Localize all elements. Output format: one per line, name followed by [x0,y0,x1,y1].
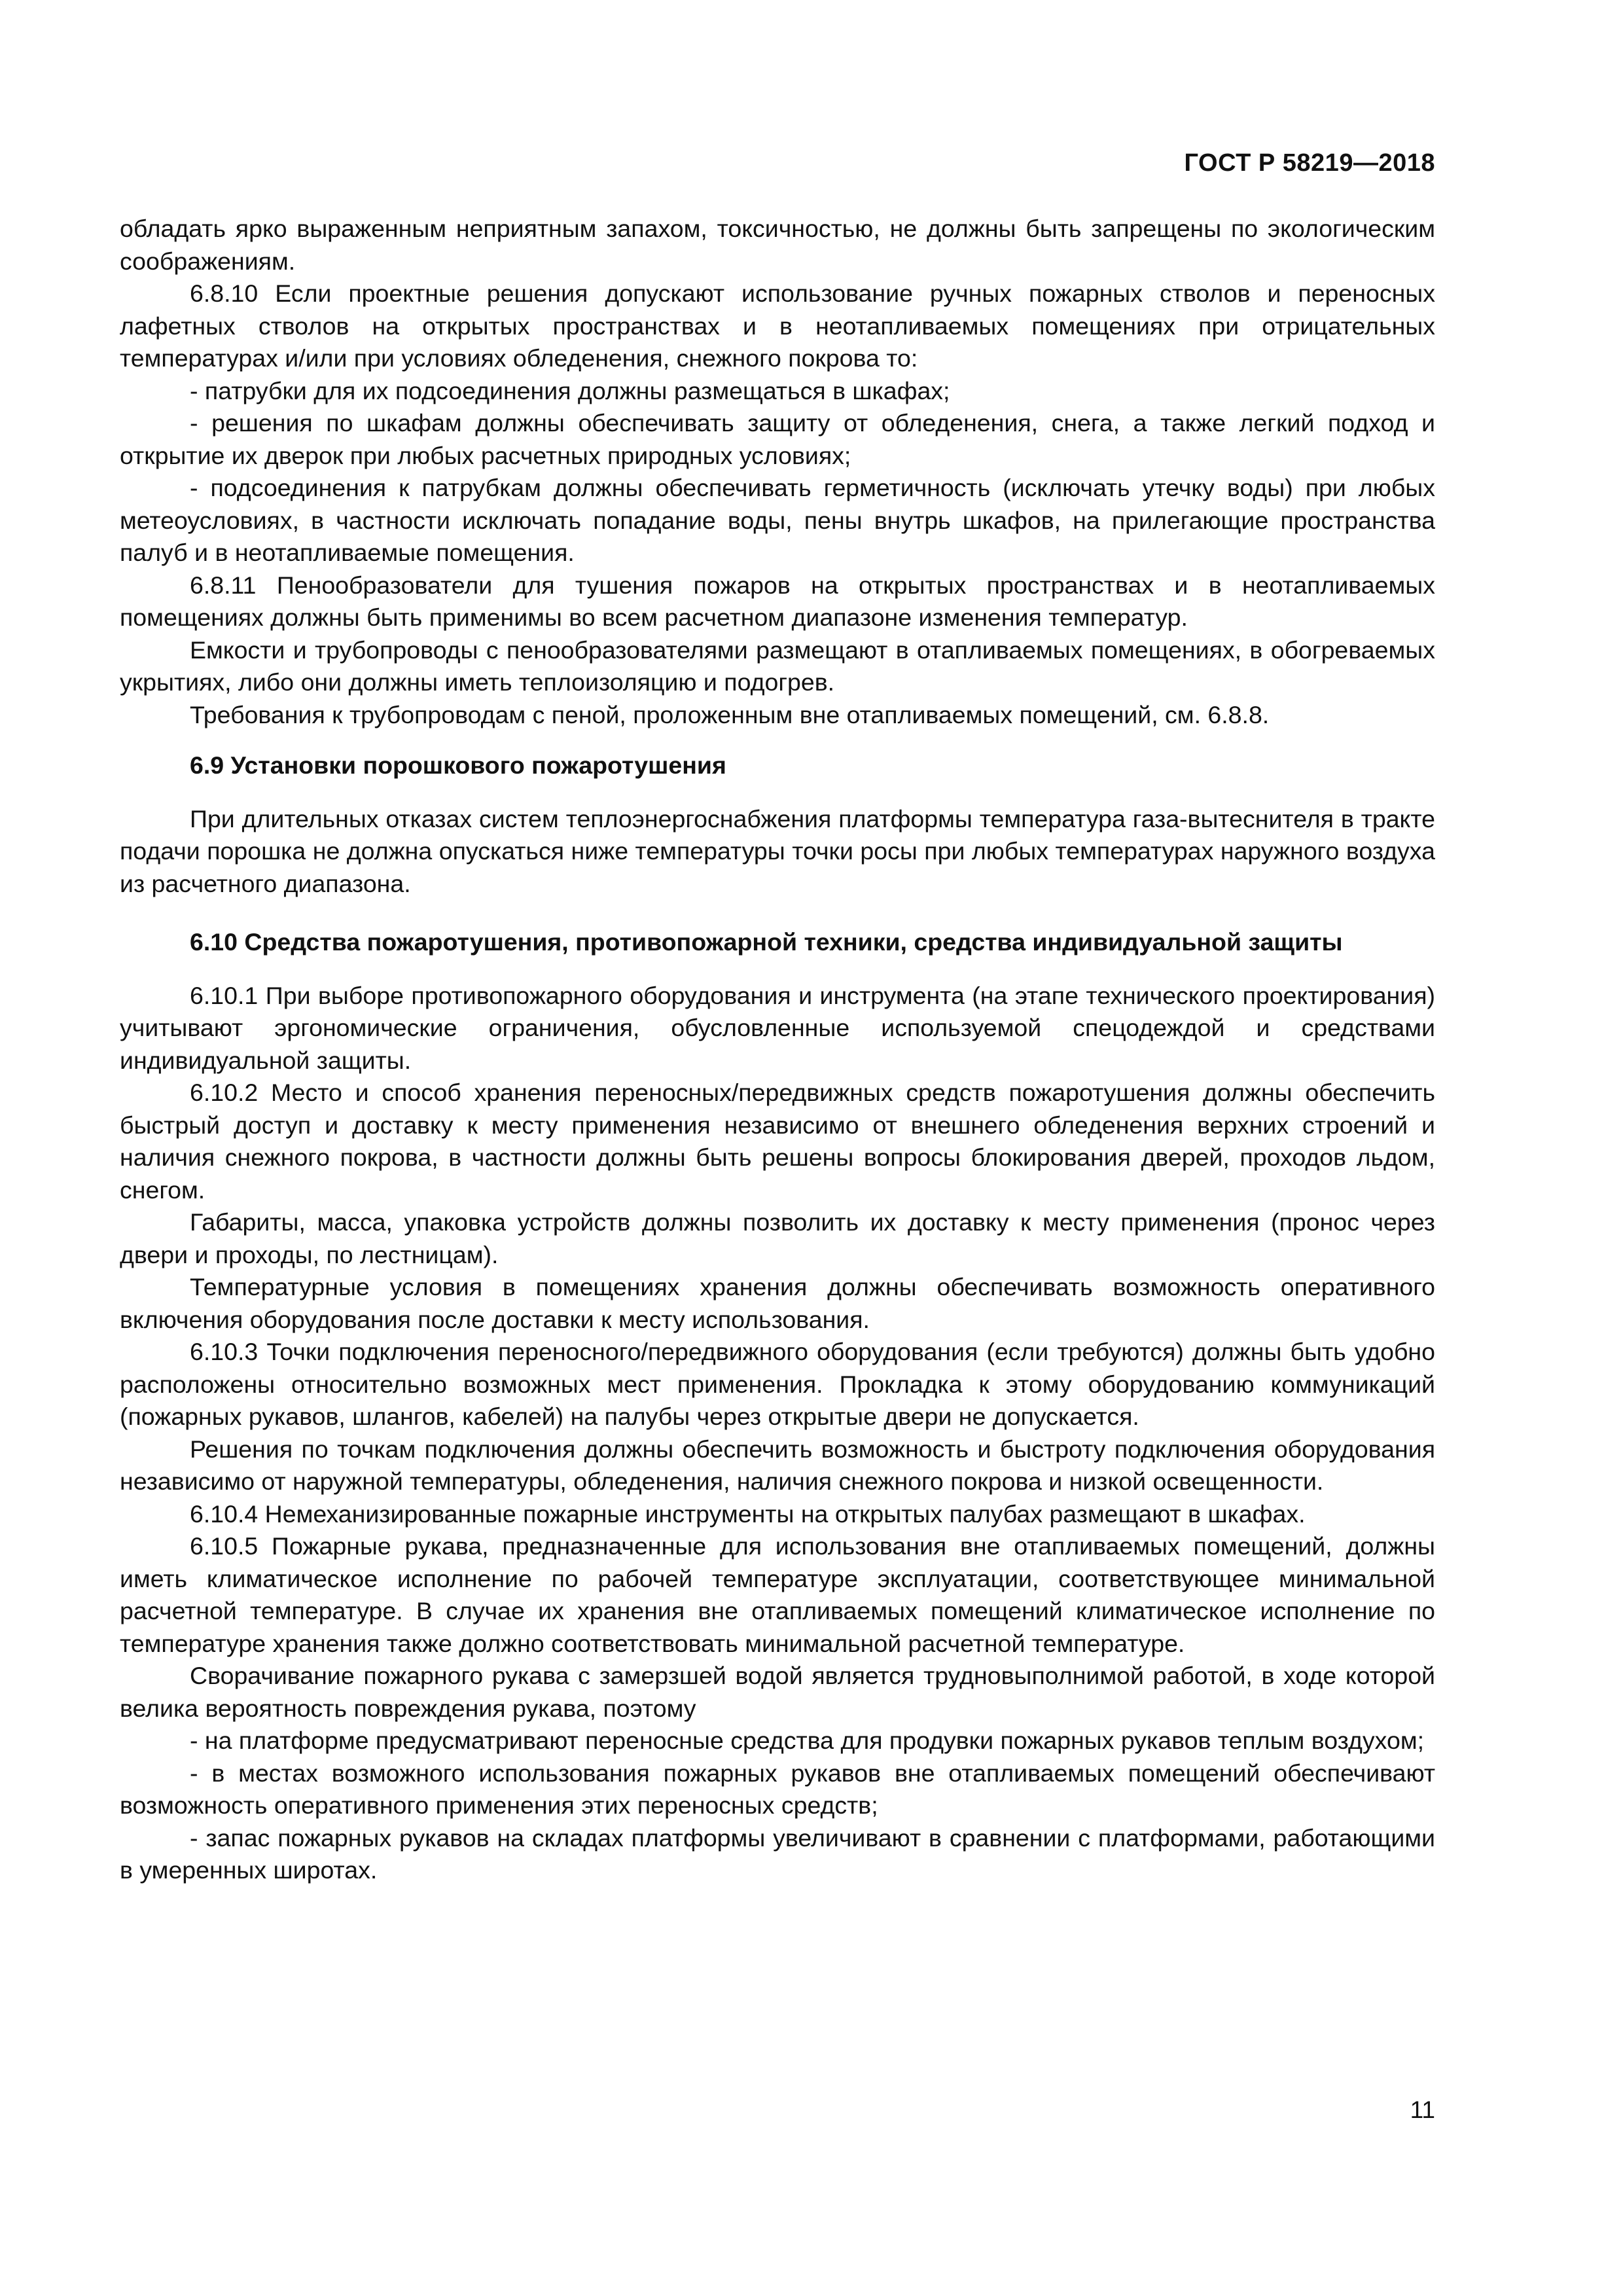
paragraph-6-8-11: 6.8.11 Пенообразователи для тушения пожаров на открытых пространствах и в неотапливаемых помещениях должны быть применимы во всем расчетном диапазоне изменения температур. [120,571,1435,631]
paragraph: Требования к трубопроводам с пеной, проложенным вне отапливаемых помещений, см. 6.8.8. [190,700,1270,728]
paragraph-6-8-10: 6.8.10 Если проектные решения допускают использование ручных пожарных стволов и переносных лафетных стволов на открытых пространствах и в неотапливаемых помещениях при отрицательных температурах и/или при условиях обледенения, снежного покрова то: [120,279,1435,372]
paragraph-6-10-5: 6.10.5 Пожарные рукава, предназначенные для использования вне отапливаемых помещений, должны иметь климатическое исполнение по рабочей температуре эксплуатации, соответствующее минимальной расчетной температуре. В случае их хранения вне отапливаемых помещений климатическое исполнение по температуре хранения также должно соответствовать минимальной расчетной температуре. [120,1532,1435,1657]
section-heading-6-10: 6.10 Средства пожаротушения, противопожарной техники, средства индивидуальной защиты [190,928,1343,956]
page-number: 11 [1410,2096,1435,2123]
paragraph-6-10-3: 6.10.3 Точки подключения переносного/передвижного оборудования (если требуются) должны быть удобно расположены относительно возможных мест применения. Прокладка к этому оборудованию коммуникаций (пожарных рукавов, шлангов, кабелей) на палубы через открытые двери не допускается. [120,1338,1435,1430]
paragraph-continuation: обладать ярко выраженным неприятным запахом, токсичностью, не должны быть запрещены по экологическим соображениям. [120,215,1435,275]
section-heading-6-9: 6.9 Установки порошкового пожаротушения [190,751,726,779]
list-item: - патрубки для их подсоединения должны размещаться в шкафах; [190,376,950,404]
paragraph: Емкости и трубопроводы с пенообразователями размещают в отапливаемых помещениях, в обогреваемых укрытиях, либо они должны иметь теплоизоляцию и подогрев. [120,636,1435,696]
list-item: - в местах возможного использования пожарных рукавов вне отапливаемых помещений обеспечивают возможность оперативного применения этих переносных средств; [120,1759,1435,1819]
list-item: - подсоединения к патрубкам должны обеспечивать герметичность (исключать утечку воды) при любых метеоусловиях, в частности исключать попадание воды, пены внутрь шкафов, на прилегающие пространства палуб и в неотапливаемые помещения. [120,474,1435,566]
list-item: - решения по шкафам должны обеспечивать защиту от обледенения, снега, а также легкий подход и открытие их дверок при любых расчетных природных условиях; [120,409,1435,469]
paragraph: Сворачивание пожарного рукава с замерзшей водой является трудновыполнимой работой, в ходе которой велика вероятность повреждения рукава, поэтому [120,1662,1435,1722]
document-body [120,213,1435,1887]
paragraph-6-10-4: 6.10.4 Немеханизированные пожарные инструменты на открытых палубах размещают в шкафах. [190,1499,1306,1528]
paragraph: Габариты, масса, упаковка устройств должны позволить их доставку к месту применения (пронос через двери и проходы, по лестницам). [120,1208,1435,1268]
paragraph: Температурные условия в помещениях хранения должны обеспечивать возможность оперативного включения оборудования после доставки к месту использования. [120,1273,1435,1333]
paragraph-6-10-2: 6.10.2 Место и способ хранения переносных/передвижных средств пожаротушения должны обеспечить быстрый доступ и доставку к месту применения независимо от внешнего обледенения верхних строений и наличия снежного покрова, в частности должны быть решены вопросы блокирования дверей, проходов льдом, снегом. [120,1079,1435,1204]
paragraph: Решения по точкам подключения должны обеспечить возможность и быстроту подключения оборудования независимо от наружной температуры, обледенения, наличия снежного покрова и низкой освещенности. [120,1435,1435,1495]
paragraph-6-10-1: 6.10.1 При выборе противопожарного оборудования и инструмента (на этапе технического проектирования) учитывают эргономические ограничения, обусловленные используемой спецодеждой и средствами индивидуальной защиты. [120,981,1435,1074]
list-item: - на платформе предусматривают переносные средства для продувки пожарных рукавов теплым воздухом; [190,1727,1425,1754]
paragraph: При длительных отказах систем теплоэнергоснабжения платформы температура газа-вытеснителя в тракте подачи порошка не должна опускаться ниже температуры точки росы при любых температурах наружного воздуха из расчетного диапазона. [120,804,1435,897]
document-id-header: ГОСТ Р 58219—2018 [1184,149,1435,177]
list-item: - запас пожарных рукавов на складах платформы увеличивают в сравнении с платформами, работающими в умеренных широтах. [120,1823,1435,1884]
